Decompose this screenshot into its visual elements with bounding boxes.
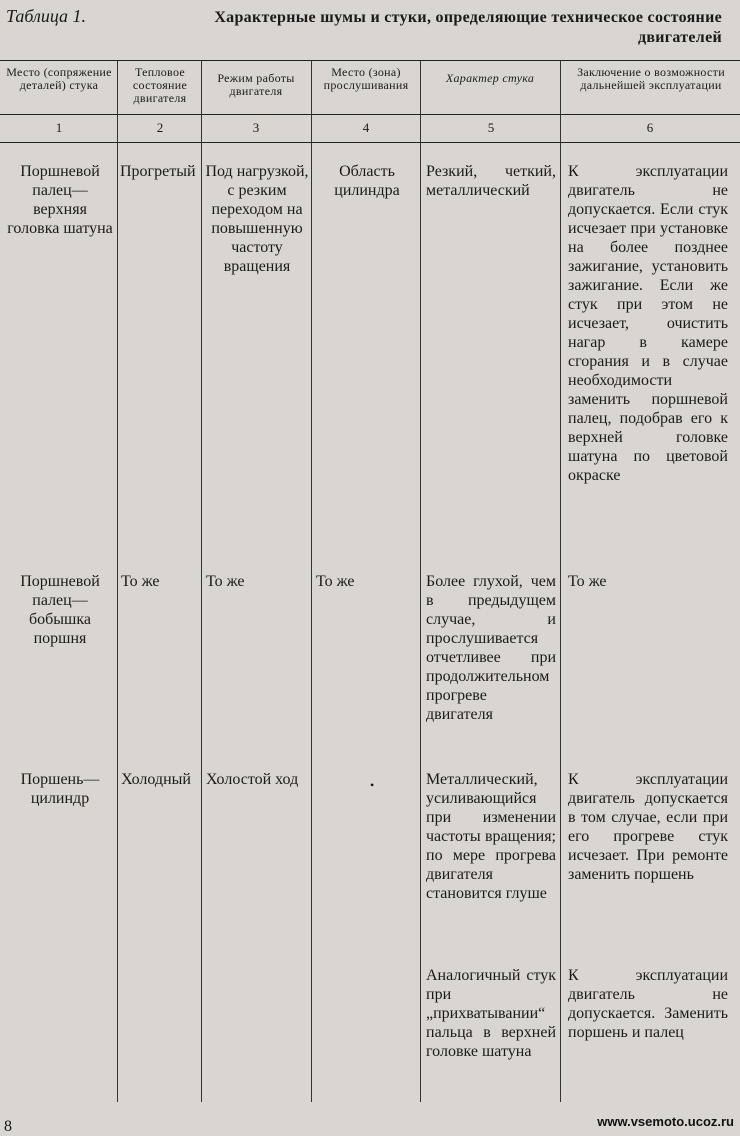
numbers-bottom-rule <box>0 142 740 143</box>
row2-state: То же <box>121 573 160 590</box>
row2-zone: То же <box>316 573 355 590</box>
column-divider <box>420 60 421 1102</box>
row3-mode: Холостой ход <box>206 771 299 788</box>
header-zone: Место (зона) прослушивания <box>323 65 409 92</box>
header-character: Характер стука <box>445 71 535 85</box>
row3-state: Холодный <box>121 771 191 788</box>
table-top-rule <box>0 60 740 61</box>
watermark: www.vsemoto.ucoz.ru <box>597 1114 734 1129</box>
row2-conclusion: То же <box>568 573 607 590</box>
stray-mark: • <box>370 778 375 792</box>
row3-conclusion: К эксплуатации двигатель допускается в том случае, если при его прогреве стук исчезает. При ремонте заменить поршень <box>568 771 728 883</box>
row3-character: Металлический, усиливающийся при изменении частоты вращения; по мере прогрева двигателя становится глуше <box>426 771 556 902</box>
header-mode: Режим работы двигателя <box>217 71 295 98</box>
column-divider <box>117 60 118 1102</box>
column-number: 6 <box>646 120 654 135</box>
row4-conclusion: К эксплуатации двигатель не допускается. Заменить поршень и палец <box>568 967 728 1041</box>
row1-state: Прогретый <box>120 163 196 180</box>
row2-place: Поршневой палец—бобышка поршня <box>20 573 100 647</box>
row1-character: Резкий, четкий, металлический <box>426 163 556 199</box>
header-conclusion: Заключение о возможности дальнейшей эксплуатации <box>577 65 725 92</box>
column-divider <box>560 60 561 1102</box>
row1-conclusion: К эксплуатации двигатель не допускается. Если стук исчезает при установке на более позднее зажигание, установить зажигание. Если же стук при этом не исчезает, очистить нагар в камере сгорания и в случае необходимости заменить поршневой палец, подобрав его к верхней головке шатуна по цветовой окраске <box>568 163 728 484</box>
table-title: Характерные шумы и стуки, определяющие техническое состояние двигателей <box>214 9 722 46</box>
column-number: 5 <box>487 120 495 135</box>
column-divider <box>311 60 312 1102</box>
column-divider <box>201 60 202 1102</box>
header-state: Тепловое состояние двигателя <box>132 65 188 105</box>
row1-place: Поршневой палец—верхняя головка шатуна <box>7 163 113 237</box>
column-number: 3 <box>252 120 260 135</box>
column-number: 4 <box>362 120 370 135</box>
row2-character: Более глухой, чем в предыдущем случае, и прослушивается отчетливее при продолжительном прогреве двигателя <box>426 573 556 723</box>
row3-place: Поршень—цилиндр <box>20 771 100 807</box>
row1-mode: Под нагрузкой, с резким переходом на повышенную частоту вращения <box>205 163 309 275</box>
column-number: 2 <box>156 120 164 135</box>
row1-zone: Область цилиндра <box>334 163 400 199</box>
header-place: Место (сопряжение деталей) стука <box>6 65 112 92</box>
table-label: Таблица 1. <box>6 6 87 26</box>
page-number: 8 <box>4 1118 12 1135</box>
row2-mode: То же <box>206 573 245 590</box>
header-bottom-rule <box>0 114 740 115</box>
column-number: 1 <box>55 120 63 135</box>
row4-character: Аналогичный стук при „прихватывании“ пальца в верхней головке шатуна <box>426 967 556 1060</box>
